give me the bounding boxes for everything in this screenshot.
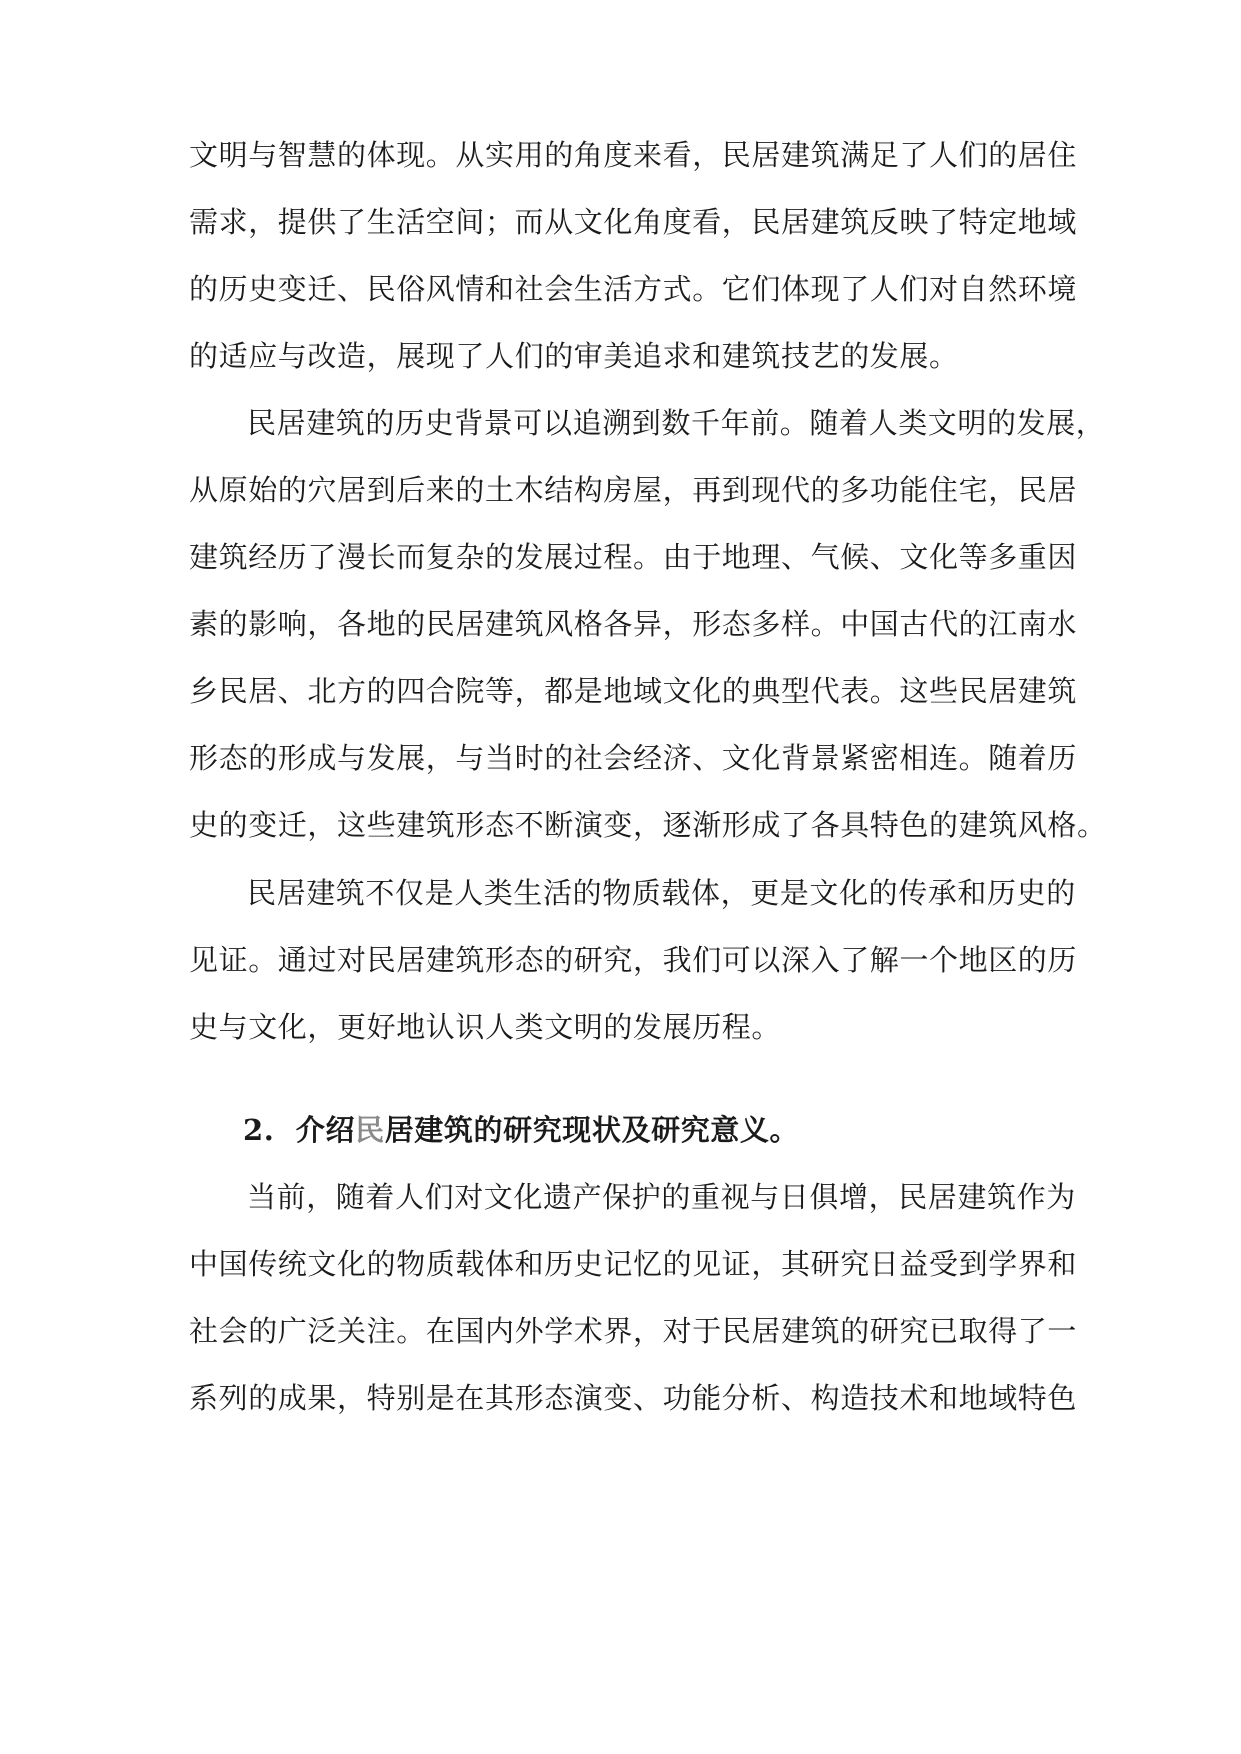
section-heading-highlighted-char: 民 — [355, 1113, 385, 1147]
paragraph-1-line-3: 的历史变迁、民俗风情和社会生活方式。它们体现了人们对自然环境 — [189, 272, 1078, 306]
paragraph-4-line-2: 中国传统文化的物质载体和历史记忆的见证，其研究日益受到学界和 — [189, 1247, 1078, 1281]
paragraph-2-line-5: 乡民居、北方的四合院等，都是地域文化的典型代表。这些民居建筑 — [189, 674, 1078, 708]
section-heading-text-end: 居建筑的研究现状及研究意义。 — [384, 1113, 800, 1147]
paragraph-3-line-1: 民居建筑不仅是人类生活的物质载体，更是文化的传承和历史的 — [247, 876, 1076, 910]
paragraph-2-line-6: 形态的形成与发展，与当时的社会经济、文化背景紧密相连。随着历 — [189, 741, 1078, 775]
paragraph-2-line-3: 建筑经历了漫长而复杂的发展过程。由于地理、气候、文化等多重因 — [189, 540, 1078, 574]
paragraph-4-line-1: 当前，随着人们对文化遗产保护的重视与日俱增，民居建筑作为 — [247, 1180, 1076, 1214]
paragraph-2-line-7: 史的变迁，这些建筑形态不断演变，逐渐形成了各具特色的建筑风格。 — [189, 808, 1107, 842]
paragraph-1-line-4: 的适应与改造，展现了人们的审美追求和建筑技艺的发展。 — [189, 339, 959, 373]
section-heading-text-start: 介绍 — [295, 1113, 356, 1147]
paragraph-2-line-1: 民居建筑的历史背景可以追溯到数千年前。随着人类文明的发展， — [247, 406, 1106, 440]
paragraph-2-line-4: 素的影响，各地的民居建筑风格各异，形态多样。中国古代的江南水 — [189, 607, 1078, 641]
paragraph-4-line-4: 系列的成果，特别是在其形态演变、功能分析、构造技术和地域特色 — [189, 1381, 1078, 1415]
section-heading — [243, 1110, 799, 1150]
paragraph-1-line-1: 文明与智慧的体现。从实用的角度来看，民居建筑满足了人们的居住 — [189, 138, 1078, 172]
paragraph-2-line-2: 从原始的穴居到后来的土木结构房屋，再到现代的多功能住宅，民居 — [189, 473, 1078, 507]
paragraph-3-line-3: 史与文化，更好地认识人类文明的发展历程。 — [189, 1010, 782, 1044]
paragraph-4-line-3: 社会的广泛关注。在国内外学术界，对于民居建筑的研究已取得了一 — [189, 1314, 1078, 1348]
paragraph-3-line-2: 见证。通过对民居建筑形态的研究，我们可以深入了解一个地区的历 — [189, 943, 1078, 977]
paragraph-1-line-2: 需求，提供了生活空间；而从文化角度看，民居建筑反映了特定地域 — [189, 205, 1078, 239]
section-heading-number: 2. — [243, 1113, 275, 1147]
